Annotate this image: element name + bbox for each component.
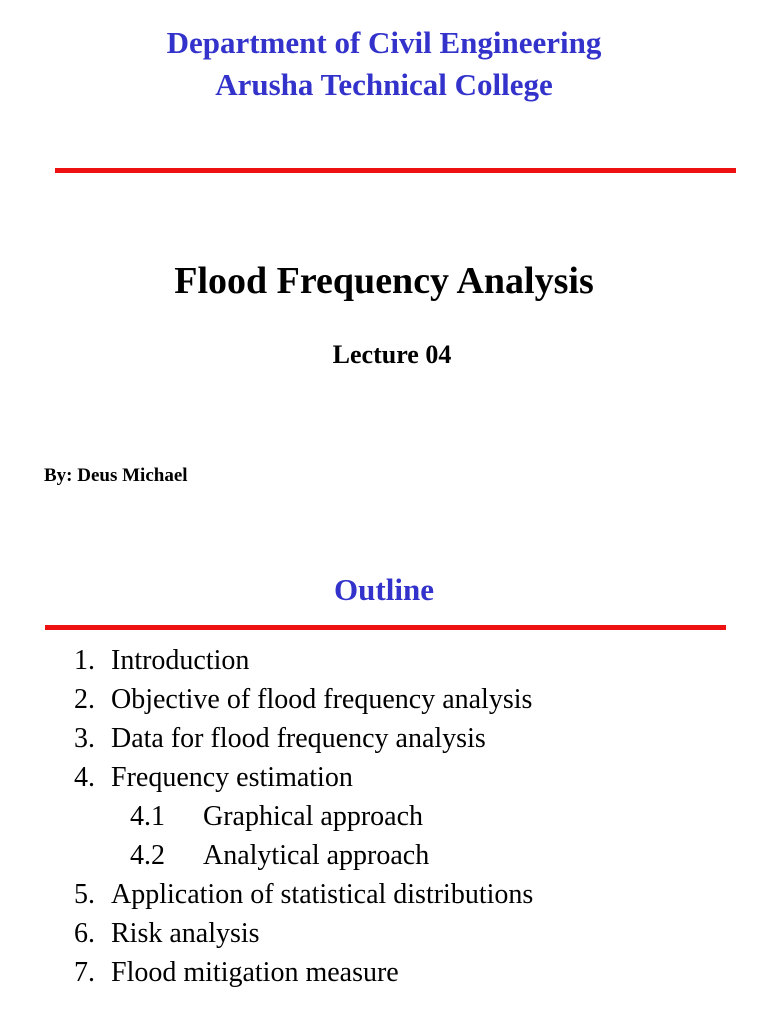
outline-heading: Outline xyxy=(334,572,434,607)
item-text: Frequency estimation xyxy=(111,762,353,793)
item-number: 7. xyxy=(74,957,95,988)
header-divider xyxy=(55,168,736,173)
item-text: Objective of flood frequency analysis xyxy=(111,684,533,715)
item-number: 4. xyxy=(74,762,95,793)
item-number: 6. xyxy=(74,918,95,949)
author-credit: By: Deus Michael xyxy=(44,465,188,486)
item-text: Risk analysis xyxy=(111,918,260,949)
item-number: 4.1 xyxy=(130,801,165,832)
college-name: Arusha Technical College xyxy=(215,67,553,102)
item-text: Graphical approach xyxy=(203,801,423,832)
item-number: 1. xyxy=(74,645,95,676)
item-number: 3. xyxy=(74,723,95,754)
lecture-number: Lecture 04 xyxy=(332,340,452,369)
page-title: Flood Frequency Analysis xyxy=(174,260,594,302)
item-number: 4.2 xyxy=(130,840,165,871)
item-number: 5. xyxy=(74,879,95,910)
item-text: Analytical approach xyxy=(203,840,430,871)
outline-divider xyxy=(45,625,726,630)
item-text: Introduction xyxy=(111,645,250,676)
item-text: Application of statistical distributions xyxy=(111,879,534,910)
item-number: 2. xyxy=(74,684,95,715)
item-text: Flood mitigation measure xyxy=(111,957,399,988)
item-text: Data for flood frequency analysis xyxy=(111,723,486,754)
department-name: Department of Civil Engineering xyxy=(166,25,602,60)
